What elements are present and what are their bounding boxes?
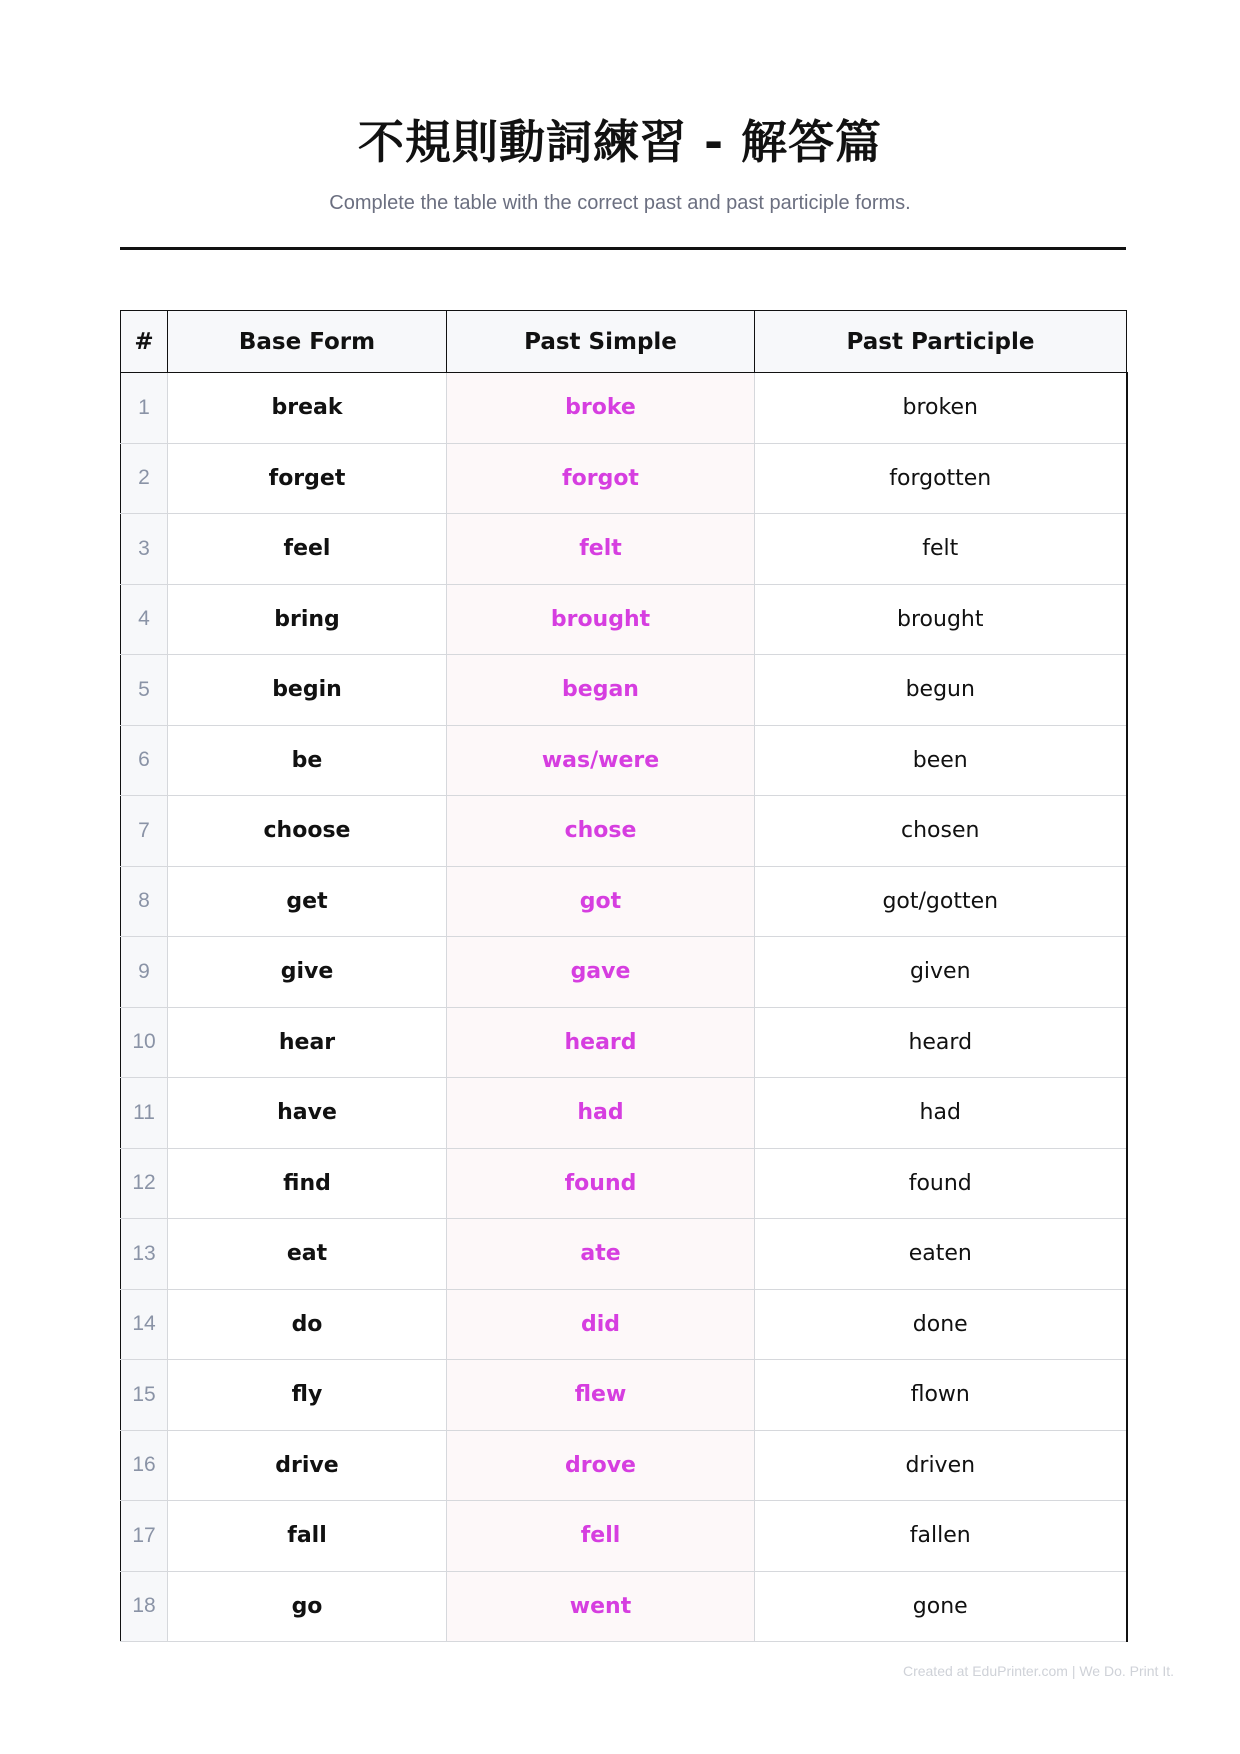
row-number: 2	[121, 443, 168, 514]
past-simple-cell: had	[447, 1078, 755, 1149]
table-row	[121, 1501, 1127, 1572]
page-subtitle: Complete the table with the correct past and past participle forms.	[329, 192, 911, 214]
past-simple-cell: flew	[447, 1360, 755, 1431]
column-header-number: #	[121, 311, 168, 373]
row-number: 1	[121, 373, 168, 444]
past-participle-cell: begun	[755, 655, 1127, 726]
table-row	[121, 584, 1127, 655]
column-header-past-simple: Past Simple	[447, 311, 755, 373]
base-form-cell: begin	[168, 655, 447, 726]
past-simple-cell: broke	[447, 373, 755, 444]
past-simple-cell: felt	[447, 514, 755, 585]
past-participle-cell: gone	[755, 1571, 1127, 1642]
table-body	[121, 373, 1127, 1642]
table-row	[121, 866, 1127, 937]
row-number: 8	[121, 866, 168, 937]
past-participle-cell: got/gotten	[755, 866, 1127, 937]
past-simple-cell: drove	[447, 1430, 755, 1501]
base-form-cell: bring	[168, 584, 447, 655]
past-simple-cell: was/were	[447, 725, 755, 796]
past-participle-cell: eaten	[755, 1219, 1127, 1290]
past-participle-cell: had	[755, 1078, 1127, 1149]
base-form-cell: fall	[168, 1501, 447, 1572]
table-row	[121, 1007, 1127, 1078]
row-number: 5	[121, 655, 168, 726]
base-form-cell: feel	[168, 514, 447, 585]
past-participle-cell: felt	[755, 514, 1127, 585]
row-number: 7	[121, 796, 168, 867]
past-participle-cell: done	[755, 1289, 1127, 1360]
row-number: 15	[121, 1360, 168, 1431]
table-header-row	[121, 311, 1127, 373]
table-row	[121, 1148, 1127, 1219]
page-title: 不規則動詞練習 - 解答篇	[357, 115, 883, 169]
table-row	[121, 1078, 1127, 1149]
row-number: 18	[121, 1571, 168, 1642]
table-row	[121, 373, 1127, 444]
base-form-cell: be	[168, 725, 447, 796]
column-header-past-participle: Past Participle	[755, 311, 1127, 373]
past-simple-cell: heard	[447, 1007, 755, 1078]
past-simple-cell: did	[447, 1289, 755, 1360]
table-row	[121, 1571, 1127, 1642]
table-row	[121, 796, 1127, 867]
base-form-cell: go	[168, 1571, 447, 1642]
base-form-cell: get	[168, 866, 447, 937]
base-form-cell: fly	[168, 1360, 447, 1431]
past-participle-cell: driven	[755, 1430, 1127, 1501]
past-simple-cell: ate	[447, 1219, 755, 1290]
past-simple-cell: chose	[447, 796, 755, 867]
table-row	[121, 1430, 1127, 1501]
row-number: 16	[121, 1430, 168, 1501]
past-participle-cell: chosen	[755, 796, 1127, 867]
base-form-cell: break	[168, 373, 447, 444]
row-number: 6	[121, 725, 168, 796]
table-row	[121, 725, 1127, 796]
table-row	[121, 514, 1127, 585]
row-number: 11	[121, 1078, 168, 1149]
row-number: 3	[121, 514, 168, 585]
past-participle-cell: fallen	[755, 1501, 1127, 1572]
past-simple-cell: found	[447, 1148, 755, 1219]
base-form-cell: forget	[168, 443, 447, 514]
past-participle-cell: forgotten	[755, 443, 1127, 514]
past-participle-cell: been	[755, 725, 1127, 796]
past-simple-cell: fell	[447, 1501, 755, 1572]
row-number: 10	[121, 1007, 168, 1078]
past-simple-cell: brought	[447, 584, 755, 655]
base-form-cell: eat	[168, 1219, 447, 1290]
past-participle-cell: brought	[755, 584, 1127, 655]
row-number: 14	[121, 1289, 168, 1360]
table-row	[121, 937, 1127, 1008]
past-participle-cell: found	[755, 1148, 1127, 1219]
row-number: 9	[121, 937, 168, 1008]
past-simple-cell: gave	[447, 937, 755, 1008]
column-header-base-form: Base Form	[168, 311, 447, 373]
base-form-cell: do	[168, 1289, 447, 1360]
table-row	[121, 1219, 1127, 1290]
row-number: 4	[121, 584, 168, 655]
table-row	[121, 443, 1127, 514]
base-form-cell: find	[168, 1148, 447, 1219]
verb-table	[120, 310, 1128, 1642]
title-divider	[120, 247, 1126, 250]
past-simple-cell: forgot	[447, 443, 755, 514]
past-participle-cell: broken	[755, 373, 1127, 444]
footer-credit: Created at EduPrinter.com | We Do. Print It.	[902, 1663, 1174, 1679]
table-row	[121, 1289, 1127, 1360]
row-number: 17	[121, 1501, 168, 1572]
table-row	[121, 1360, 1127, 1431]
base-form-cell: hear	[168, 1007, 447, 1078]
table-row	[121, 655, 1127, 726]
past-participle-cell: flown	[755, 1360, 1127, 1431]
base-form-cell: drive	[168, 1430, 447, 1501]
past-participle-cell: heard	[755, 1007, 1127, 1078]
past-simple-cell: began	[447, 655, 755, 726]
base-form-cell: choose	[168, 796, 447, 867]
base-form-cell: have	[168, 1078, 447, 1149]
past-participle-cell: given	[755, 937, 1127, 1008]
base-form-cell: give	[168, 937, 447, 1008]
past-simple-cell: went	[447, 1571, 755, 1642]
past-simple-cell: got	[447, 866, 755, 937]
row-number: 13	[121, 1219, 168, 1290]
row-number: 12	[121, 1148, 168, 1219]
